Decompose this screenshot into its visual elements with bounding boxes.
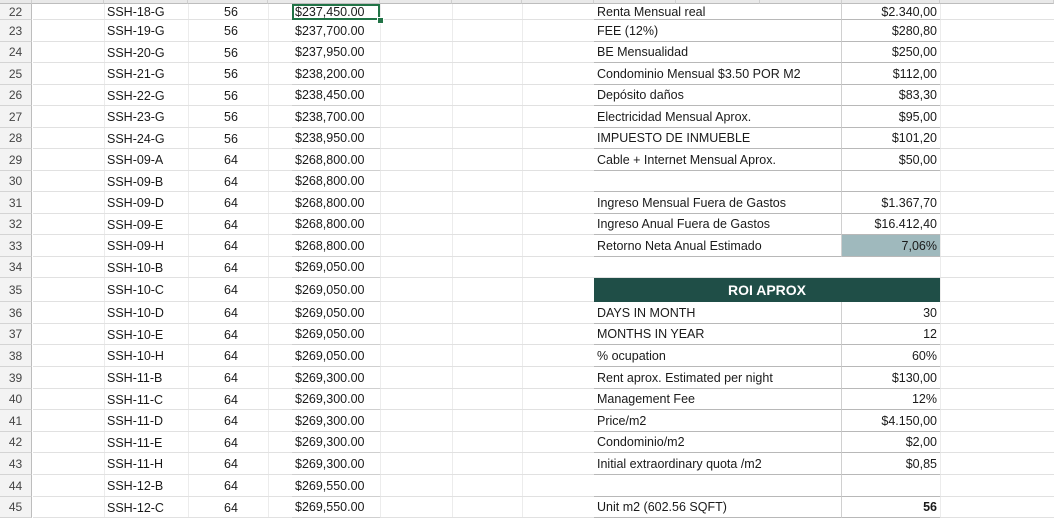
unit-code-cell[interactable]: SSH-10-B: [107, 260, 164, 275]
row-header[interactable]: 44: [0, 475, 32, 497]
expense-value[interactable]: $95,00: [842, 106, 940, 128]
expense-label[interactable]: IMPUESTO DE INMUEBLE: [594, 128, 842, 149]
unit-size-cell[interactable]: 64: [224, 479, 238, 493]
income-label[interactable]: Ingreso Anual Fuera de Gastos: [594, 214, 842, 235]
roi-label[interactable]: MONTHS IN YEAR: [594, 324, 842, 345]
unit-code-cell[interactable]: SSH-09-D: [107, 196, 164, 210]
row-header[interactable]: 43: [0, 453, 32, 475]
expense-label[interactable]: Cable + Internet Mensual Aprox.: [594, 149, 842, 171]
expense-label[interactable]: Renta Mensual real: [594, 4, 842, 20]
unit-code-cell[interactable]: SSH-20-G: [107, 45, 165, 60]
unit-size-cell[interactable]: 56: [224, 24, 238, 38]
roi-value[interactable]: 60%: [842, 345, 940, 367]
row-header[interactable]: 22: [0, 4, 32, 20]
roi-label[interactable]: Initial extraordinary quota /m2: [594, 453, 842, 475]
roi-banner: ROI APROX: [594, 278, 940, 302]
row-header[interactable]: 40: [0, 389, 32, 410]
row-header[interactable]: 42: [0, 432, 32, 453]
unit-price-cell[interactable]: $268,800.00: [292, 149, 380, 171]
income-value[interactable]: $16.412,40: [842, 214, 940, 235]
expense-label[interactable]: FEE (12%): [594, 20, 842, 42]
row-header[interactable]: 41: [0, 410, 32, 432]
unit-size-cell[interactable]: 64: [224, 217, 238, 232]
roi-label[interactable]: Price/m2: [594, 410, 842, 432]
unit-price-cell[interactable]: $238,700.00: [292, 106, 380, 128]
expense-value[interactable]: $250,00: [842, 42, 940, 63]
expense-value[interactable]: $50,00: [842, 149, 940, 171]
roi-value[interactable]: $2,00: [842, 432, 940, 453]
expense-value[interactable]: $280,80: [842, 20, 940, 42]
roi-value[interactable]: $0,85: [842, 453, 940, 475]
unit-code-cell[interactable]: SSH-22-G: [107, 88, 165, 103]
income-label[interactable]: Ingreso Mensual Fuera de Gastos: [594, 192, 842, 214]
unit-code-cell[interactable]: SSH-11-H: [107, 457, 164, 471]
expense-value[interactable]: $83,30: [842, 85, 940, 106]
row-header[interactable]: 39: [0, 367, 32, 389]
expense-label[interactable]: BE Mensualidad: [594, 42, 842, 63]
unit-price-cell[interactable]: $269,300.00: [292, 367, 380, 389]
expense-label[interactable]: Electricidad Mensual Aprox.: [594, 106, 842, 128]
unit-size-cell[interactable]: 64: [224, 196, 238, 210]
unit-code-cell[interactable]: SSH-11-D: [107, 414, 164, 428]
row-header[interactable]: 26: [0, 85, 32, 106]
empty-label-cell[interactable]: [594, 475, 842, 497]
unit-price-cell[interactable]: $269,300.00: [292, 432, 380, 453]
unit-price-cell[interactable]: $269,550.00: [292, 475, 380, 497]
unit-price-cell[interactable]: $269,050.00: [292, 324, 380, 345]
unit-price-cell[interactable]: $269,050.00: [292, 345, 380, 367]
unit-price-cell[interactable]: $268,800.00: [292, 171, 380, 192]
row-header[interactable]: 24: [0, 42, 32, 63]
expense-value[interactable]: $2.340,00: [842, 4, 940, 20]
unit-code-cell[interactable]: SSH-10-H: [107, 349, 164, 363]
expense-label[interactable]: Depósito daños: [594, 85, 842, 106]
row-header[interactable]: 32: [0, 214, 32, 235]
unit-size-cell[interactable]: 56: [224, 67, 238, 81]
unit-size-cell[interactable]: 64: [224, 306, 238, 320]
roi-label[interactable]: Condominio/m2: [594, 432, 842, 453]
unit-size-cell[interactable]: 56: [224, 88, 238, 103]
net-return-value[interactable]: 7,06%: [842, 235, 940, 257]
unit-code-cell[interactable]: SSH-09-A: [107, 153, 164, 167]
row-header[interactable]: 33: [0, 235, 32, 257]
grid-row-line: [33, 257, 1054, 278]
unit-price-cell[interactable]: $268,800.00: [292, 192, 380, 214]
expense-value[interactable]: $101,20: [842, 128, 940, 149]
unit-size-cell[interactable]: 64: [224, 174, 238, 189]
unit-size-cell[interactable]: 64: [224, 414, 238, 428]
unit-price-cell[interactable]: $268,800.00: [292, 214, 380, 235]
unit-size-cell[interactable]: 64: [224, 349, 238, 363]
unit-price-cell[interactable]: $237,700.00: [292, 20, 380, 42]
unit-code-cell[interactable]: SSH-12-B: [107, 479, 164, 493]
unit-size-cell[interactable]: 64: [224, 327, 238, 342]
roi-value[interactable]: 12%: [842, 389, 940, 410]
unit-code-cell[interactable]: SSH-24-G: [107, 131, 165, 146]
unit-code-cell[interactable]: SSH-21-G: [107, 67, 165, 81]
row-header[interactable]: 36: [0, 302, 32, 324]
income-label[interactable]: Retorno Neta Anual Estimado: [594, 235, 842, 257]
row-header[interactable]: 25: [0, 63, 32, 85]
roi-label[interactable]: DAYS IN MONTH: [594, 302, 842, 324]
row-header[interactable]: 34: [0, 257, 32, 278]
unit-price-cell[interactable]: $269,300.00: [292, 410, 380, 432]
unit-code-cell[interactable]: SSH-11-E: [107, 435, 163, 450]
unit-price-cell[interactable]: $237,950.00: [292, 42, 380, 63]
unit-code-cell[interactable]: SSH-09-B: [107, 174, 164, 189]
roi-value[interactable]: $130,00: [842, 367, 940, 389]
unit-code-cell[interactable]: SSH-10-D: [107, 306, 164, 320]
unit-price-cell[interactable]: $238,950.00: [292, 128, 380, 149]
row-header[interactable]: 38: [0, 345, 32, 367]
unit-code-cell[interactable]: SSH-10-C: [107, 283, 164, 297]
empty-value-cell[interactable]: [842, 475, 940, 497]
unit-size-cell[interactable]: 64: [224, 457, 238, 471]
roi-label[interactable]: Rent aprox. Estimated per night: [594, 367, 842, 389]
unit-size-cell[interactable]: 56: [224, 131, 238, 146]
unit-size-cell[interactable]: 64: [224, 283, 238, 297]
unit-code-cell[interactable]: SSH-18-G: [107, 5, 165, 19]
unit-size-cell[interactable]: 56: [224, 110, 238, 124]
row-header[interactable]: 37: [0, 324, 32, 345]
row-header[interactable]: 27: [0, 106, 32, 128]
row-header[interactable]: 45: [0, 497, 32, 518]
roi-value[interactable]: 30: [842, 302, 940, 324]
income-value[interactable]: $1.367,70: [842, 192, 940, 214]
roi-label[interactable]: Management Fee: [594, 389, 842, 410]
unit-size-cell[interactable]: 64: [224, 239, 238, 253]
unit-size-cell[interactable]: 64: [224, 153, 238, 167]
roi-value[interactable]: $4.150,00: [842, 410, 940, 432]
unit-code-cell[interactable]: SSH-19-G: [107, 24, 165, 38]
unit-size-cell[interactable]: 56: [224, 45, 238, 60]
empty-label-cell[interactable]: [594, 171, 842, 192]
unit-code-cell[interactable]: SSH-23-G: [107, 110, 165, 124]
empty-value-cell[interactable]: [842, 171, 940, 192]
selected-price-cell[interactable]: $237,450.00: [292, 4, 380, 20]
unit-price-cell[interactable]: $269,050.00: [292, 278, 380, 302]
unit-size-cell[interactable]: 64: [224, 392, 238, 407]
unit-size-cell[interactable]: 64: [224, 500, 238, 515]
row-header[interactable]: 29: [0, 149, 32, 171]
row-header[interactable]: 28: [0, 128, 32, 149]
unit-price-cell[interactable]: $238,200.00: [292, 63, 380, 85]
unit-price-cell[interactable]: $269,550.00: [292, 497, 380, 518]
unit-size-cell[interactable]: 64: [224, 435, 238, 450]
unit-m2-value[interactable]: 56: [842, 497, 940, 518]
unit-price-cell[interactable]: $269,300.00: [292, 453, 380, 475]
unit-price-cell[interactable]: $269,050.00: [292, 302, 380, 324]
expense-value[interactable]: $112,00: [842, 63, 940, 85]
roi-label[interactable]: % ocupation: [594, 345, 842, 367]
unit-price-cell[interactable]: $269,300.00: [292, 389, 380, 410]
unit-price-cell[interactable]: $268,800.00: [292, 235, 380, 257]
row-header[interactable]: 35: [0, 278, 32, 302]
expense-label[interactable]: Condominio Mensual $3.50 POR M2: [594, 63, 842, 85]
unit-size-cell[interactable]: 64: [224, 371, 238, 385]
unit-size-cell[interactable]: 56: [224, 5, 238, 19]
row-header[interactable]: 31: [0, 192, 32, 214]
unit-code-cell[interactable]: SSH-09-H: [107, 239, 164, 253]
unit-code-cell[interactable]: SSH-09-E: [107, 217, 164, 232]
unit-price-cell[interactable]: $269,050.00: [292, 257, 380, 278]
unit-price-cell[interactable]: $238,450.00: [292, 85, 380, 106]
unit-code-cell[interactable]: SSH-12-C: [107, 500, 164, 515]
unit-code-cell[interactable]: SSH-11-C: [107, 392, 164, 407]
row-header[interactable]: 23: [0, 20, 32, 42]
unit-code-cell[interactable]: SSH-11-B: [107, 371, 163, 385]
unit-code-cell[interactable]: SSH-10-E: [107, 327, 164, 342]
unit-m2-label[interactable]: Unit m2 (602.56 SQFT): [594, 497, 842, 518]
roi-value[interactable]: 12: [842, 324, 940, 345]
unit-size-cell[interactable]: 64: [224, 260, 238, 275]
row-header[interactable]: 30: [0, 171, 32, 192]
